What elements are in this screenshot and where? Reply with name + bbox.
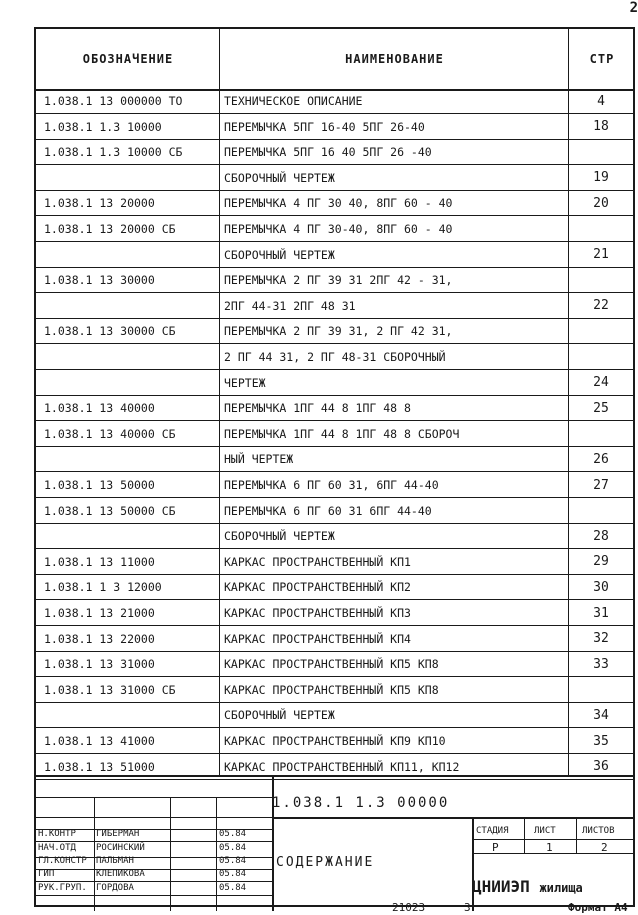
- row-name: КАРКАС ПРОСТРАНСТВЕННЫЙ КП3: [224, 606, 411, 620]
- row-name: СБОРОЧНЫЙ ЧЕРТЕЖ: [224, 247, 335, 262]
- table-row: [36, 627, 633, 652]
- row-page: [569, 140, 633, 164]
- table-row: [36, 575, 633, 600]
- header-code: ОБОЗНАЧЕНИЕ: [82, 52, 174, 66]
- table-row: [36, 499, 633, 524]
- row-code: 1.038.1 13 41000: [44, 734, 155, 748]
- signer-role: ГИП: [38, 869, 55, 879]
- row-code: 1.038.1 13 20000: [44, 196, 155, 211]
- row-page: 30: [593, 579, 609, 595]
- row-name: ПЕРЕМЫЧКА 2 ПГ 39 31, 2 ПГ 42 31,: [224, 324, 453, 339]
- row-name: ЧЕРТЕЖ: [224, 375, 266, 390]
- table-row: [36, 550, 633, 575]
- row-code: [44, 294, 220, 318]
- row-page: 36: [593, 759, 609, 775]
- signer-date: 05.84: [219, 829, 247, 839]
- document-number: 1.038.1 1.3 00000: [272, 795, 450, 811]
- signer-name: РОСИНСКИЙ: [96, 843, 145, 853]
- row-page: [569, 678, 633, 702]
- signer-role: ГЛ.КОНСТР: [38, 856, 87, 866]
- organization-name: ЦНИИЭП: [472, 877, 530, 896]
- row-code: [44, 243, 220, 267]
- stage-value: Р: [492, 841, 499, 854]
- row-code: 1.038.1 13 30000 СБ: [44, 324, 176, 339]
- header-name: НАИМЕНОВАНИЕ: [345, 52, 444, 66]
- row-name: КАРКАС ПРОСТРАНСТВЕННЫЙ КП1: [224, 554, 411, 569]
- table-row: [36, 678, 633, 703]
- row-code: 1.038.1 13 31000 СБ: [44, 682, 176, 697]
- table-row: [36, 371, 633, 396]
- row-name: ПЕРЕМЫЧКА 5ПГ 16 40 5ПГ 26 -40: [224, 145, 432, 160]
- row-page: 27: [593, 477, 609, 493]
- signer-name: ГОРДОВА: [96, 883, 134, 893]
- organization-suffix: жилища: [539, 881, 583, 895]
- row-page: 26: [593, 451, 609, 467]
- table-row: [36, 652, 633, 677]
- row-name: НЫЙ ЧЕРТЕЖ: [224, 452, 294, 467]
- row-name: КАРКАС ПРОСТРАНСТВЕННЫЙ КП9 КП10: [224, 734, 446, 748]
- row-name: ПЕРЕМЫЧКА 4 ПГ 30-40, 8ПГ 60 - 40: [224, 222, 453, 236]
- table-row: [36, 729, 633, 754]
- table-row: [36, 294, 633, 319]
- row-page: [569, 319, 633, 343]
- table-row: [36, 473, 633, 498]
- row-name: ПЕРЕМЫЧКА 5ПГ 16-40 5ПГ 26-40: [224, 119, 425, 134]
- row-page: [569, 217, 633, 241]
- sheet-label: ЛИСТ: [534, 826, 556, 836]
- signer-name: ГИБЕРМАН: [96, 829, 140, 839]
- row-name: ПЕРЕМЫЧКА 6 ПГ 60 31, 6ПГ 44-40: [224, 478, 439, 492]
- table-row: [36, 447, 633, 472]
- title-block: [36, 775, 633, 911]
- table-row: [36, 140, 633, 165]
- row-code: 1.038.1 13 51000: [44, 759, 155, 774]
- table-row: [36, 268, 633, 293]
- row-page: 33: [593, 656, 609, 672]
- row-page: 22: [593, 298, 609, 314]
- row-page: [569, 422, 633, 446]
- table-row: [36, 319, 633, 344]
- row-page: 4: [597, 93, 605, 109]
- row-code: 1.038.1 13 31000: [44, 657, 155, 672]
- row-code: [44, 345, 220, 369]
- row-code: [44, 371, 220, 395]
- row-code: 1.038.1 1.3 10000 СБ: [44, 145, 183, 160]
- row-name: 2 ПГ 44 31, 2 ПГ 48-31 СБОРОЧНЫЙ: [224, 350, 446, 364]
- row-code: 1.038.1 13 21000: [44, 606, 155, 620]
- signer-date: 05.84: [219, 856, 247, 866]
- row-code: 1.038.1 13 50000: [44, 478, 155, 492]
- row-code: [44, 703, 220, 727]
- table-row: [36, 601, 633, 626]
- table-row: [36, 166, 633, 191]
- row-page: 28: [593, 528, 609, 544]
- row-code: [44, 524, 220, 548]
- table-row: [36, 217, 633, 242]
- row-page: 19: [593, 170, 609, 186]
- row-name: СБОРОЧНЫЙ ЧЕРТЕЖ: [224, 170, 335, 185]
- signer-role: НАЧ.ОТД: [38, 843, 76, 853]
- row-code: 1.038.1 1.3 10000: [44, 119, 162, 134]
- row-page: 31: [593, 605, 609, 621]
- row-page: 24: [593, 375, 609, 391]
- row-page: 32: [593, 631, 609, 647]
- table-row: [36, 703, 633, 728]
- row-name: ПЕРЕМЫЧКА 4 ПГ 30 40, 8ПГ 60 - 40: [224, 196, 453, 211]
- table-row: [36, 115, 633, 140]
- row-code: [44, 447, 220, 471]
- row-name: ПЕРЕМЫЧКА 2 ПГ 39 31 2ПГ 42 - 31,: [224, 273, 453, 288]
- table-row: [36, 191, 633, 216]
- table-header: [36, 29, 633, 91]
- row-name: КАРКАС ПРОСТРАНСТВЕННЫЙ КП5 КП8: [224, 682, 439, 697]
- row-name: ПЕРЕМЫЧКА 1ПГ 44 8 1ПГ 48 8: [224, 401, 411, 416]
- row-code: 1.038.1 13 50000 СБ: [44, 503, 176, 518]
- table-row: [36, 345, 633, 370]
- sheet-number: 2: [629, 0, 638, 16]
- row-page: 21: [593, 247, 609, 263]
- row-name: ПЕРЕМЫЧКА 1ПГ 44 8 1ПГ 48 8 СБОРОЧ: [224, 426, 460, 441]
- row-page: 29: [593, 554, 609, 570]
- row-page: 35: [593, 733, 609, 749]
- row-name: 2ПГ 44-31 2ПГ 48 31: [224, 298, 356, 313]
- format-label: Формат А4: [568, 901, 628, 914]
- row-page: [569, 268, 633, 292]
- organization: [472, 877, 583, 896]
- contents-sheet: [34, 27, 635, 907]
- sheet-value: 1: [546, 841, 553, 854]
- sheets-value: 2: [601, 841, 608, 854]
- document-title: СОДЕРЖАНИЕ: [276, 855, 375, 870]
- footer-index: 3: [464, 901, 471, 914]
- row-name: КАРКАС ПРОСТРАНСТВЕННЫЙ КП5 КП8: [224, 657, 439, 672]
- signer-role: РУК.ГРУП.: [38, 883, 87, 893]
- row-name: КАРКАС ПРОСТРАНСТВЕННЫЙ КП4: [224, 631, 411, 646]
- row-name: СБОРОЧНЫЙ ЧЕРТЕЖ: [224, 708, 335, 723]
- row-name: СБОРОЧНЫЙ ЧЕРТЕЖ: [224, 529, 335, 544]
- footer-number: 21023: [392, 901, 426, 914]
- row-name: ПЕРЕМЫЧКА 6 ПГ 60 31 6ПГ 44-40: [224, 503, 432, 518]
- row-name: ТЕХНИЧЕСКОЕ ОПИСАНИЕ: [224, 94, 363, 108]
- row-code: 1.038.1 13 22000: [44, 631, 155, 646]
- row-code: 1.038.1 13 11000: [44, 554, 155, 569]
- row-page: 20: [593, 195, 609, 211]
- row-page: [569, 345, 633, 369]
- signer-name: КЛЕПИКОВА: [96, 869, 145, 879]
- row-page: [569, 499, 633, 523]
- signer-name: ПАЛЬМАН: [96, 856, 134, 866]
- table-row: [36, 89, 633, 114]
- table-row: [36, 524, 633, 549]
- row-code: 1.038.1 13 20000 СБ: [44, 222, 176, 236]
- header-page: СТР: [589, 52, 615, 66]
- signer-role: Н.КОНТР: [38, 829, 76, 839]
- row-code: 1.038.1 13 40000: [44, 401, 155, 416]
- row-name: КАРКАС ПРОСТРАНСТВЕННЫЙ КП11, КП12: [224, 759, 460, 774]
- table-row: [36, 243, 633, 268]
- row-code: 1.038.1 13 30000: [44, 273, 155, 288]
- row-name: КАРКАС ПРОСТРАНСТВЕННЫЙ КП2: [224, 580, 411, 595]
- signer-date: 05.84: [219, 883, 247, 893]
- stage-label: СТАДИЯ: [476, 826, 509, 836]
- sheets-label: ЛИСТОВ: [582, 826, 615, 836]
- row-code: 1.038.1 13 40000 СБ: [44, 426, 176, 441]
- row-page: 18: [593, 119, 609, 135]
- row-page: 34: [593, 707, 609, 723]
- row-page: 25: [593, 400, 609, 416]
- signer-date: 05.84: [219, 869, 247, 879]
- table-row: [36, 396, 633, 421]
- signer-date: 05.84: [219, 843, 247, 853]
- row-code: [44, 166, 220, 190]
- table-row: [36, 422, 633, 447]
- row-code: 1.038.1 13 000000 ТО: [44, 94, 183, 108]
- row-code: 1.038.1 1 3 12000: [44, 580, 162, 595]
